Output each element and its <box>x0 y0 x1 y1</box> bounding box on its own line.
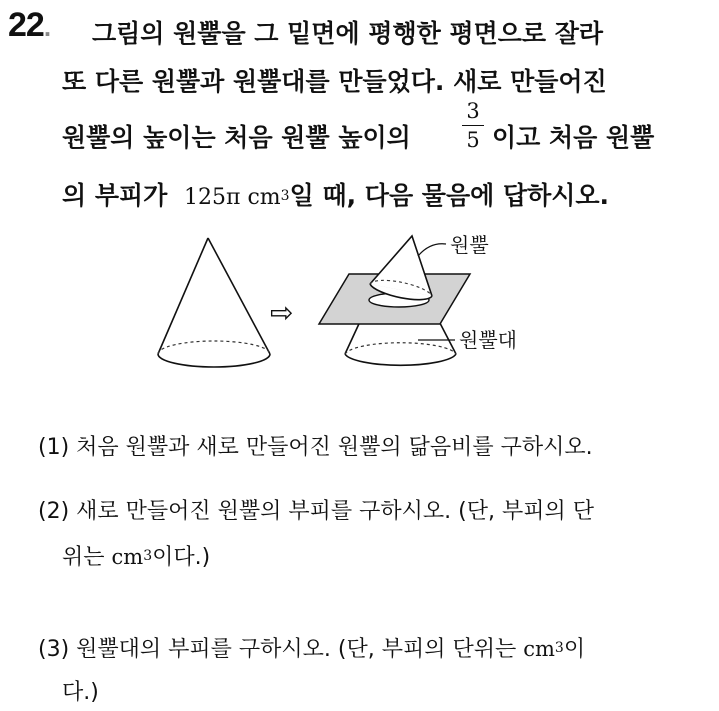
cone-figure <box>150 230 570 380</box>
subquestion-3-line-2: 다.) <box>62 680 99 705</box>
small-cone-diagram <box>370 236 432 300</box>
subquestion-2-unit-text: cm <box>111 545 144 569</box>
subquestion-3-unit <box>523 637 564 661</box>
stem-line-4-pre: 의 부피가 <box>62 181 168 210</box>
stem-line-3-pre: 원뿔의 높이는 처음 원뿔 높이의 <box>62 123 411 152</box>
stem-line-4-post: 일 때, 다음 물음에 답하시오. <box>289 181 610 210</box>
subquestion-3-line-1 <box>38 632 585 663</box>
subquestion-2-unit-exp: 3 <box>143 548 153 564</box>
transform-arrow: ⇨ <box>270 296 294 329</box>
stem-line-1: 그림의 원뿔을 그 밑면에 평행한 평면으로 잘라 <box>92 19 604 48</box>
cone-label-leader <box>418 244 446 256</box>
stem-line-3-post: 이고 처음 원뿔 <box>492 123 655 152</box>
label-frustum: 원뿔대 <box>459 328 517 352</box>
volume-exponent: 3 <box>280 188 290 204</box>
subquestion-2-unit <box>112 545 153 569</box>
fraction-bar <box>462 125 484 126</box>
subquestion-2-line-2-post: 이다.) <box>152 545 211 570</box>
subquestion-1: (1) 처음 원뿔과 새로 만들어진 원뿔의 닮음비를 구하시오. <box>38 435 593 460</box>
subquestion-3-line-1-pre: (3) 원뿔대의 부피를 구하시오. (단, 부피의 단위는 <box>38 637 517 662</box>
fraction-three-fifths <box>462 98 484 153</box>
subquestion-3-unit-text: cm <box>523 637 555 661</box>
fraction-numerator: 3 <box>466 99 480 123</box>
volume-value <box>184 185 290 210</box>
question-number-dot: . <box>43 12 51 42</box>
subquestion-2-line-1: (2) 새로 만들어진 원뿔의 부피를 구하시오. (단, 부피의 단 <box>38 499 594 524</box>
label-cone: 원뿔 <box>450 233 489 257</box>
original-cone-diagram <box>158 238 270 367</box>
subquestion-2-line-2-pre: 위는 <box>62 545 105 570</box>
subquestion-3-unit-exp: 3 <box>554 640 564 656</box>
question-number-text: 22 <box>8 6 44 44</box>
fraction-denominator: 5 <box>466 128 480 152</box>
question-number <box>8 6 50 45</box>
subquestion-2-line-2 <box>62 540 210 571</box>
stem-line-3 <box>62 118 411 154</box>
subquestion-3-line-1-post: 이 <box>563 637 586 662</box>
volume-value-text: 125π cm <box>184 185 281 210</box>
stem-line-4 <box>62 176 609 212</box>
stem-line-2: 또 다른 원뿔과 원뿔대를 만들었다. 새로 만들어진 <box>62 67 607 96</box>
